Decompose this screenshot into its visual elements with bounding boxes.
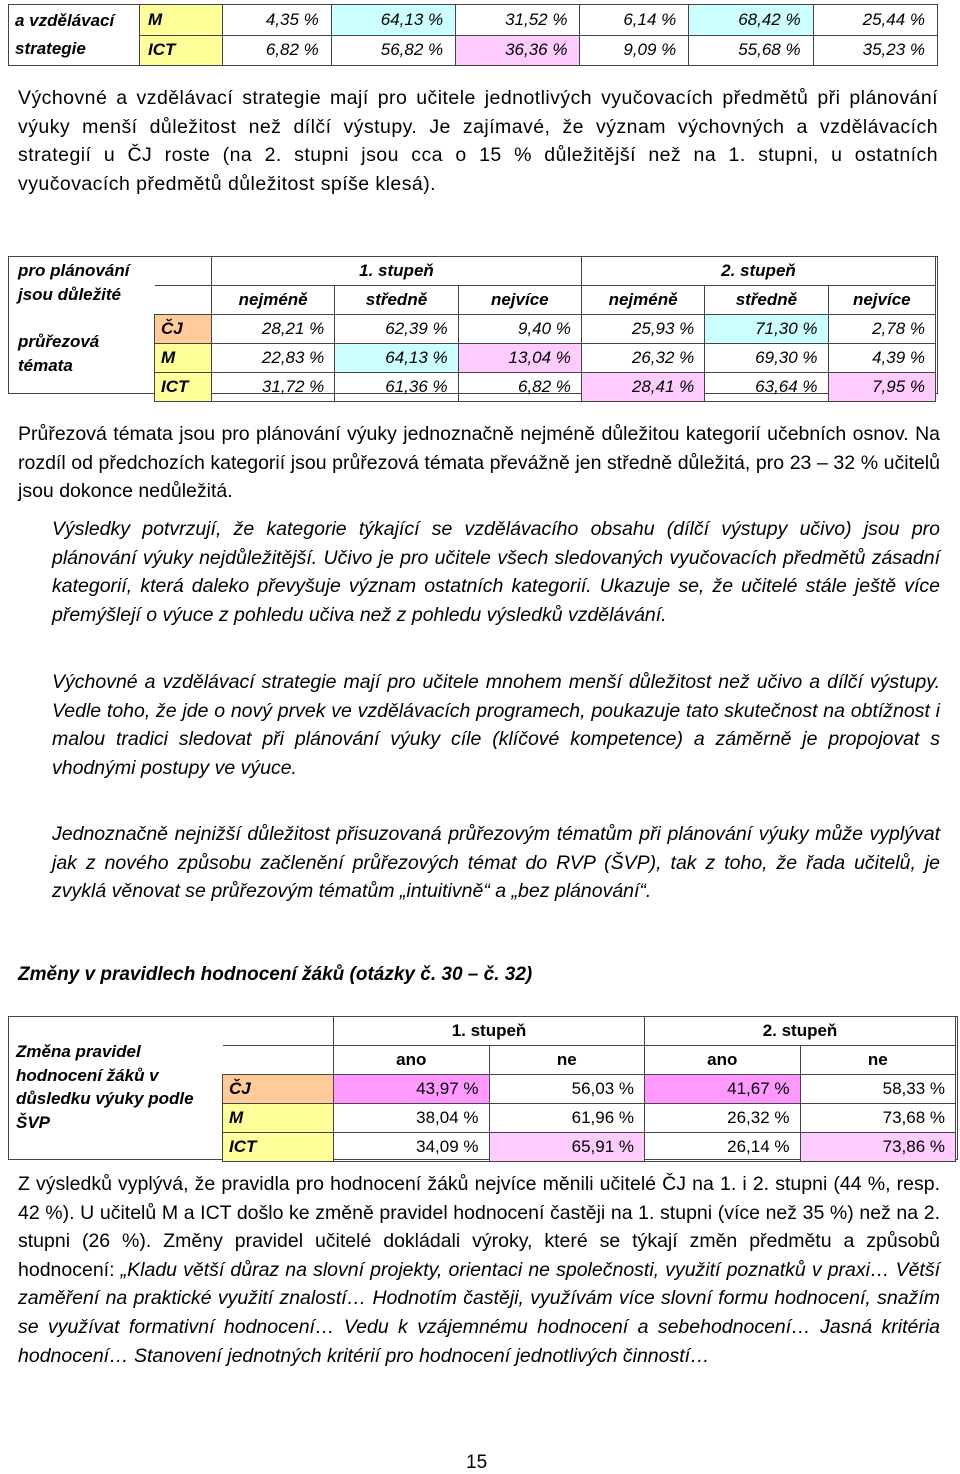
table-row xyxy=(155,373,936,402)
column-header: středně xyxy=(335,286,458,315)
value-cell: 71,30 % xyxy=(705,315,828,344)
empty-cell xyxy=(155,286,212,315)
value-cell: 25,44 % xyxy=(813,5,937,36)
table-row xyxy=(223,1046,956,1075)
value-cell: 43,97 % xyxy=(334,1075,490,1104)
paragraph: Výchovné a vzdělávací strategie mají pro učitele mnohem menší důležitost než učivo a dílčí výstupy. Vedle toho, že jde o nový prvek ve vzdělávacích programech, poukazuje tato skutečnost na obtížnost i malou tradici sledovat při plánování výuky cíle (klíčové kompetence) a záměrně je propojovat s vhodnými postupy ve výuce. xyxy=(52,671,940,779)
value-cell: 26,32 % xyxy=(581,344,704,373)
value-cell: 69,30 % xyxy=(705,344,828,373)
table-zmena-pravidel xyxy=(222,1016,956,1162)
table-row xyxy=(155,315,936,344)
paragraph: Jednoznačně nejnižší důležitost přisuzovaná průřezovým tématům při plánování výuky může vyplývat jak z nového způsobu začlenění průřezových témat do RVP (ŠVP), tak z toho, že řada učitelů, je zvyklá věnovat se průřezovým tématům „intuitivně“ a „bez plánování“. xyxy=(52,823,940,903)
column-header: nejvíce xyxy=(828,286,935,315)
column-header: nejméně xyxy=(581,286,704,315)
value-cell: 4,39 % xyxy=(828,344,935,373)
paragraph xyxy=(18,1170,940,1370)
quoted-statements: „Kladu větší důraz na slovní projekty, orientaci ne společnosti, využití poznatků v praxi… Větší zaměření na praktické využití znalostí… Hodnotím častěji, využívám více slovní formu hodnocení, snažím se využívat formativní hodnocení… Vedu k vzájemnému hodnocení a sebehodnocení… Jasná kritéria hodnocení… Stanovení jednotných kritérií pro hodnocení jednotlivých činností… xyxy=(18,1258,941,1367)
value-cell: 2,78 % xyxy=(828,315,935,344)
value-cell: 68,42 % xyxy=(689,5,813,36)
page-number: 15 xyxy=(466,1452,488,1473)
value-cell: 65,91 % xyxy=(489,1133,645,1162)
table-row xyxy=(155,286,936,315)
value-cell: 56,82 % xyxy=(331,35,455,66)
table-label: Změna pravidel hodnocení žáků v důsledku výuky podle ŠVP xyxy=(16,1042,194,1132)
subject-cell: ČJ xyxy=(223,1075,334,1104)
value-cell: 38,04 % xyxy=(334,1104,490,1133)
paragraph: Výchovné a vzdělávací strategie mají pro učitele jednotlivých vyučovacích předmětů při plánování výuky menší důležitost než dílčí výstupy. Je zajímavé, že význam výchovných a vzdělávacích strategií u ČJ roste (na 2. stupni jsou cca o 15 % důležitější než na 1. stupni, u ostatních vyučovacích předmětů důležitost spíše klesá). xyxy=(18,87,938,195)
subject-cell: ICT xyxy=(155,373,212,402)
value-cell: 6,14 % xyxy=(580,5,689,36)
value-cell: 22,83 % xyxy=(212,344,335,373)
value-cell: 56,03 % xyxy=(489,1075,645,1104)
value-cell: 6,82 % xyxy=(223,35,332,66)
paragraph: Průřezová témata jsou pro plánování výuky jednoznačně nejméně důležitou kategorií učebních osnov. Na rozdíl od předchozích kategorií jsou průřezová témata převážně jen středně důležitá, pro 23 – 32 % učitelů jsou dokonce nedůležitá. xyxy=(18,423,940,503)
value-cell: 36,36 % xyxy=(456,35,580,66)
value-cell: 31,72 % xyxy=(212,373,335,402)
table-row xyxy=(223,1075,956,1104)
table-row xyxy=(9,35,938,66)
value-cell: 41,67 % xyxy=(645,1075,801,1104)
value-cell: 7,95 % xyxy=(828,373,935,402)
value-cell: 61,36 % xyxy=(335,373,458,402)
stage-header: 1. stupeň xyxy=(212,257,582,286)
value-cell: 35,23 % xyxy=(813,35,937,66)
table-row xyxy=(223,1017,956,1046)
value-cell: 25,93 % xyxy=(581,315,704,344)
value-cell: 64,13 % xyxy=(331,5,455,36)
column-header: nejvíce xyxy=(458,286,581,315)
value-cell: 26,32 % xyxy=(645,1104,801,1133)
value-cell: 64,13 % xyxy=(335,344,458,373)
section-heading: Změny v pravidlech hodnocení žáků (otázky č. 30 – č. 32) xyxy=(18,964,533,985)
value-cell: 9,40 % xyxy=(458,315,581,344)
column-header: ano xyxy=(334,1046,490,1075)
table-row xyxy=(155,344,936,373)
column-header: ano xyxy=(645,1046,801,1075)
stage-header: 2. stupeň xyxy=(581,257,935,286)
value-cell: 13,04 % xyxy=(458,344,581,373)
value-cell: 9,09 % xyxy=(580,35,689,66)
subject-cell: M xyxy=(140,5,223,36)
empty-cell xyxy=(223,1046,334,1075)
value-cell: 31,52 % xyxy=(456,5,580,36)
value-cell: 34,09 % xyxy=(334,1133,490,1162)
value-cell: 73,86 % xyxy=(800,1133,956,1162)
table-strategie xyxy=(8,4,938,66)
subject-cell: M xyxy=(155,344,212,373)
column-header: ne xyxy=(800,1046,956,1075)
table-label: průřezová témata xyxy=(18,332,100,375)
value-cell: 63,64 % xyxy=(705,373,828,402)
value-cell: 73,68 % xyxy=(800,1104,956,1133)
value-cell: 28,21 % xyxy=(212,315,335,344)
column-header: středně xyxy=(705,286,828,315)
value-cell: 58,33 % xyxy=(800,1075,956,1104)
column-header: nejméně xyxy=(212,286,335,315)
table-row xyxy=(223,1104,956,1133)
value-cell: 28,41 % xyxy=(581,373,704,402)
paragraph-text: Z výsledků vyplývá, že pravidla pro hodnocení žáků nejvíce měnili učitelé ČJ na 1. i 2. stupni (44 %, resp. 42 %). U učitelů M a ICT došlo ke změně pravidel hodnocení častěji na 1. stupni (více než 35 %) než na 2. stupni (26 %). Změny pravidel učitelé dokládali výroky, které se týkají změn předmětu a způsobů hodnocení: xyxy=(18,1173,940,1281)
row-group-label: a vzdělávací strategie xyxy=(9,5,140,66)
stage-header: 1. stupeň xyxy=(334,1017,645,1046)
subject-cell: ICT xyxy=(223,1133,334,1162)
empty-cell xyxy=(155,257,212,286)
table-row xyxy=(223,1133,956,1162)
value-cell: 61,96 % xyxy=(489,1104,645,1133)
value-cell: 6,82 % xyxy=(458,373,581,402)
empty-cell xyxy=(223,1017,334,1046)
value-cell: 26,14 % xyxy=(645,1133,801,1162)
table-label: pro plánování jsou důležité xyxy=(18,261,130,304)
subject-cell: M xyxy=(223,1104,334,1133)
paragraph: Výsledky potvrzují, že kategorie týkající se vzdělávacího obsahu (dílčí výstupy učivo) jsou pro plánování výuky nejdůležitější. Učivo je pro učitele všech sledovaných vyučovacích předmětů zásadní kategorií, která daleko převyšuje význam ostatních kategorií. Ukazuje se, že učitelé stále ještě více přemýšlejí o výuce z pohledu učiva než z pohledu výsledků vzdělávání. xyxy=(52,518,940,626)
stage-header: 2. stupeň xyxy=(645,1017,956,1046)
table-row xyxy=(9,5,938,36)
value-cell: 62,39 % xyxy=(335,315,458,344)
table-row xyxy=(155,257,936,286)
value-cell: 55,68 % xyxy=(689,35,813,66)
subject-cell: ČJ xyxy=(155,315,212,344)
table-prurezova-temata xyxy=(154,256,936,402)
value-cell: 4,35 % xyxy=(223,5,332,36)
column-header: ne xyxy=(489,1046,645,1075)
subject-cell: ICT xyxy=(140,35,223,66)
